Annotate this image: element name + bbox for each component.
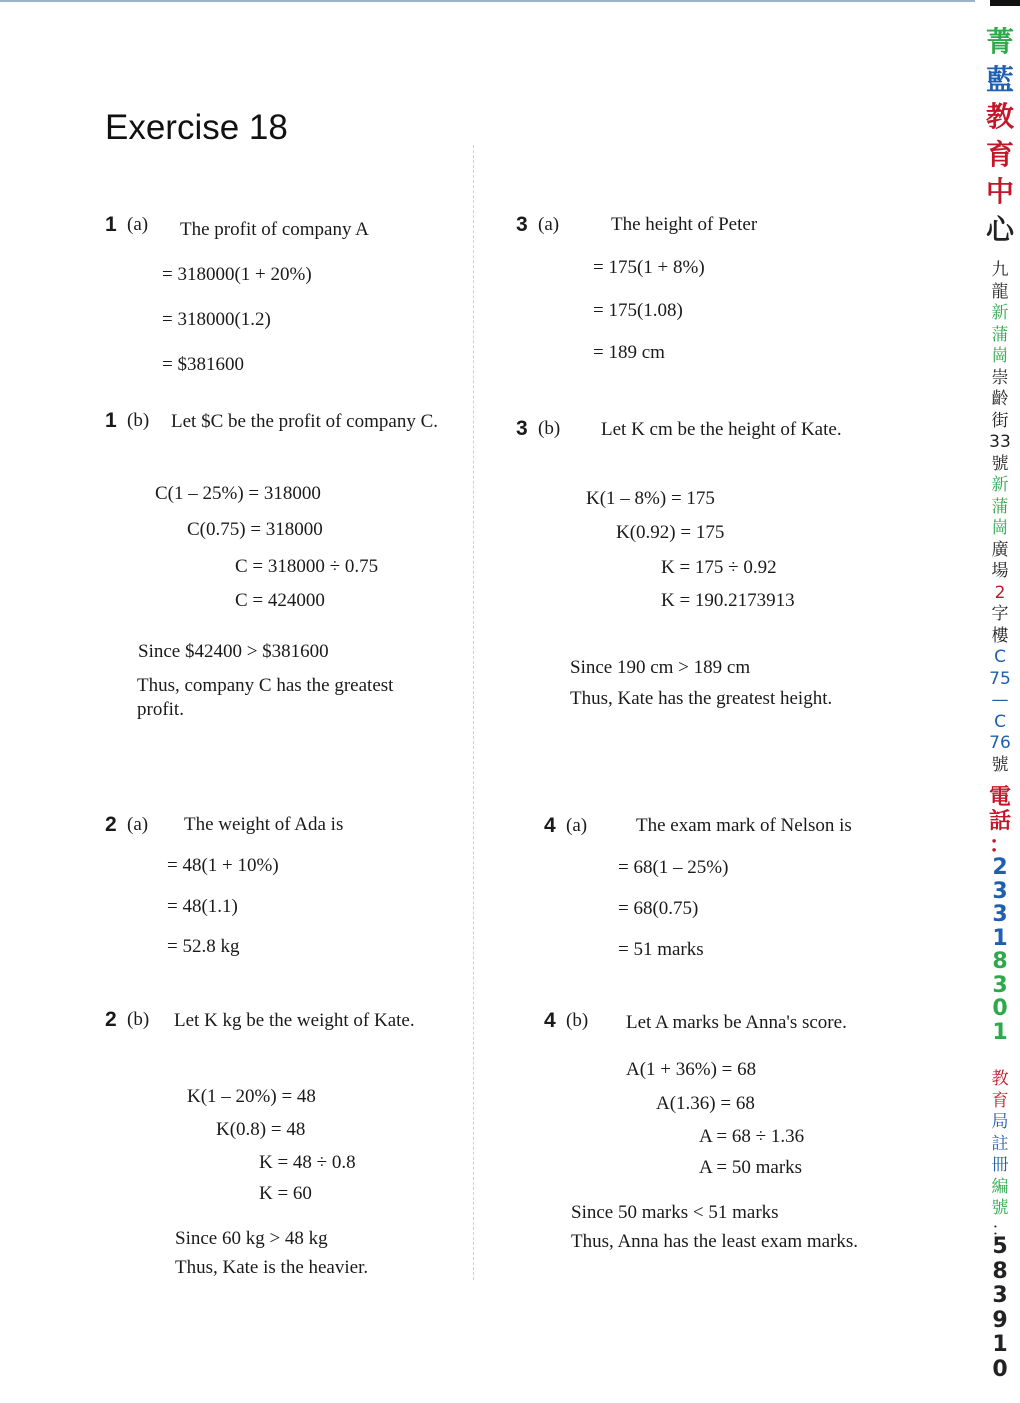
question-number: 4 (544, 1009, 556, 1032)
since-line: Since 60 kg > 48 kg (175, 1228, 328, 1249)
phone-digit: 3 (992, 972, 1008, 998)
reg-label-char: 育 (991, 1090, 1009, 1111)
reg-label-char: 冊 (991, 1155, 1009, 1175)
sidebar-char: 菁 (985, 25, 1014, 58)
question-part: (b) (538, 418, 561, 439)
reg-label-char: 編 (991, 1176, 1009, 1197)
address-char: 新 (991, 475, 1009, 495)
address-char: 號 (991, 453, 1009, 474)
sidebar-phone-label (984, 786, 1016, 858)
working-line: = 318000(1 + 20%) (162, 264, 312, 285)
column-divider (473, 145, 474, 1280)
question-part: (a) (538, 214, 560, 235)
address-char: C (994, 711, 1006, 732)
answer-line: = 51 marks (618, 939, 704, 960)
equation-line: C = 424000 (235, 590, 325, 611)
conclusion-text: Thus, company C has the greatest profit. (137, 675, 394, 720)
sidebar-address (984, 260, 1016, 776)
equation-line: C = 318000 ÷ 0.75 (235, 556, 379, 577)
reg-digit: 0 (992, 1356, 1008, 1382)
address-char: 齡 (991, 389, 1009, 409)
address-char: 蒲 (991, 496, 1009, 517)
phone-digit: 1 (992, 925, 1008, 951)
question-part: (a) (127, 814, 149, 835)
reg-digit: 3 (992, 1283, 1008, 1308)
question-number: 1 (105, 409, 117, 432)
working-line: = 175(1 + 8%) (593, 257, 705, 278)
address-char: 新 (991, 303, 1009, 323)
since-line: Since 190 cm > 189 cm (570, 657, 751, 678)
address-char: C (994, 647, 1006, 667)
answer-line: = 189 cm (593, 342, 665, 363)
reg-digit: 8 (992, 1258, 1008, 1284)
intro-text: Let K kg be the weight of Kate. (174, 1010, 415, 1031)
address-char: 崗 (991, 346, 1009, 366)
phone-digit: 1 (992, 1019, 1008, 1045)
sidebar-registration-label (984, 1069, 1016, 1241)
intro-text: The exam mark of Nelson is (636, 815, 852, 836)
equation-line: C(0.75) = 318000 (187, 519, 323, 540)
phone-label-char: ： (988, 833, 1011, 858)
sidebar-phone-number (984, 856, 1016, 1044)
question-part: (a) (566, 815, 588, 836)
working-line: = 48(1 + 10%) (167, 855, 279, 876)
phone-digit: 8 (992, 949, 1008, 974)
equation-line: K(1 – 20%) = 48 (187, 1086, 316, 1107)
sidebar-char: 心 (985, 212, 1014, 246)
working-line: = 68(0.75) (618, 898, 699, 919)
since-line: Since $42400 > $381600 (138, 641, 329, 662)
reg-label-char: 局 (991, 1112, 1009, 1132)
sidebar-char: 藍 (985, 62, 1014, 96)
address-char: 樓 (991, 625, 1009, 646)
sidebar-char: 中 (985, 175, 1014, 208)
conclusion-text: Thus, Kate is the heavier. (175, 1257, 369, 1278)
address-char: 崗 (991, 518, 1009, 538)
equation-line: A = 68 ÷ 1.36 (699, 1126, 805, 1147)
sidebar-center-name (984, 23, 1016, 248)
equation-line: K = 190.2173913 (661, 590, 795, 611)
address-char: 廣 (991, 539, 1009, 560)
intro-text: Let K cm be the height of Kate. (601, 419, 842, 440)
working-line: = 318000(1.2) (162, 309, 271, 330)
answer-line: = 52.8 kg (167, 936, 240, 957)
since-line: Since 50 marks < 51 marks (571, 1202, 779, 1223)
intro-text: The weight of Ada is (184, 814, 344, 835)
equation-line: A = 50 marks (699, 1157, 803, 1178)
address-char: 33 (989, 432, 1011, 452)
question-number: 1 (105, 213, 117, 236)
question-part: (b) (127, 1009, 150, 1030)
question-part: (a) (127, 214, 149, 235)
conclusion-text: Thus, Anna has the least exam marks. (571, 1231, 859, 1252)
top-rule (0, 0, 975, 2)
equation-line: K = 48 ÷ 0.8 (259, 1152, 356, 1173)
phone-digit: 3 (992, 878, 1008, 904)
equation-line: K = 175 ÷ 0.92 (661, 557, 777, 578)
equation-line: K(1 – 8%) = 175 (586, 488, 715, 509)
address-char: 場 (991, 561, 1009, 581)
working-line: = 68(1 – 25%) (618, 857, 729, 878)
address-char: 75 (989, 668, 1011, 689)
reg-label-char: 註 (991, 1133, 1009, 1154)
sidebar-char: 教 (985, 100, 1014, 133)
equation-line: K(0.8) = 48 (216, 1119, 306, 1140)
question-number: 3 (516, 213, 528, 236)
intro-text: The height of Peter (611, 214, 758, 235)
question-number: 2 (105, 1008, 117, 1031)
address-char: 76 (989, 733, 1011, 753)
phone-label-char: 電 (988, 785, 1011, 810)
question-number: 2 (105, 813, 117, 836)
address-char: 2 (994, 582, 1006, 603)
corner-mark (990, 0, 1020, 6)
address-char: — (991, 690, 1009, 710)
phone-digit: 3 (992, 902, 1008, 927)
intro-text: Let $C be the profit of company C. (171, 411, 438, 432)
reg-digit: 9 (992, 1307, 1008, 1333)
intro-text: Let A marks be Anna's score. (626, 1012, 847, 1033)
reg-label-char: 號 (991, 1198, 1009, 1218)
conclusion-text: Thus, Kate has the greatest height. (570, 688, 833, 709)
equation-line: K = 60 (259, 1183, 312, 1204)
address-char: 字 (991, 604, 1009, 624)
address-char: 號 (991, 754, 1009, 775)
address-char: 九 (991, 260, 1009, 280)
phone-digit: 0 (992, 996, 1008, 1021)
answer-line: = $381600 (162, 354, 244, 375)
address-char: 蒲 (991, 324, 1009, 345)
question-part: (b) (566, 1010, 589, 1031)
equation-line: K(0.92) = 175 (616, 522, 725, 543)
reg-digit: 5 (992, 1234, 1008, 1259)
question-number: 4 (544, 814, 556, 837)
phone-label-char: 話 (988, 809, 1011, 834)
question-part: (b) (127, 410, 150, 431)
page-title: Exercise 18 (105, 108, 288, 147)
working-line: = 175(1.08) (593, 300, 683, 321)
sidebar-char: 育 (985, 137, 1014, 171)
equation-line: C(1 – 25%) = 318000 (155, 483, 321, 504)
working-line: = 48(1.1) (167, 896, 238, 917)
address-char: 街 (991, 410, 1009, 431)
reg-label-char: ： (991, 1219, 1009, 1240)
address-char: 崇 (991, 367, 1009, 388)
equation-line: A(1.36) = 68 (656, 1093, 755, 1114)
intro-text: The profit of company A (180, 219, 369, 240)
reg-label-char: 教 (991, 1069, 1009, 1089)
phone-digit: 2 (992, 855, 1008, 880)
address-char: 龍 (991, 281, 1009, 302)
question-number: 3 (516, 417, 528, 440)
sidebar-registration-number (984, 1235, 1016, 1382)
equation-line: A(1 + 36%) = 68 (626, 1059, 757, 1080)
reg-digit: 1 (992, 1332, 1008, 1357)
